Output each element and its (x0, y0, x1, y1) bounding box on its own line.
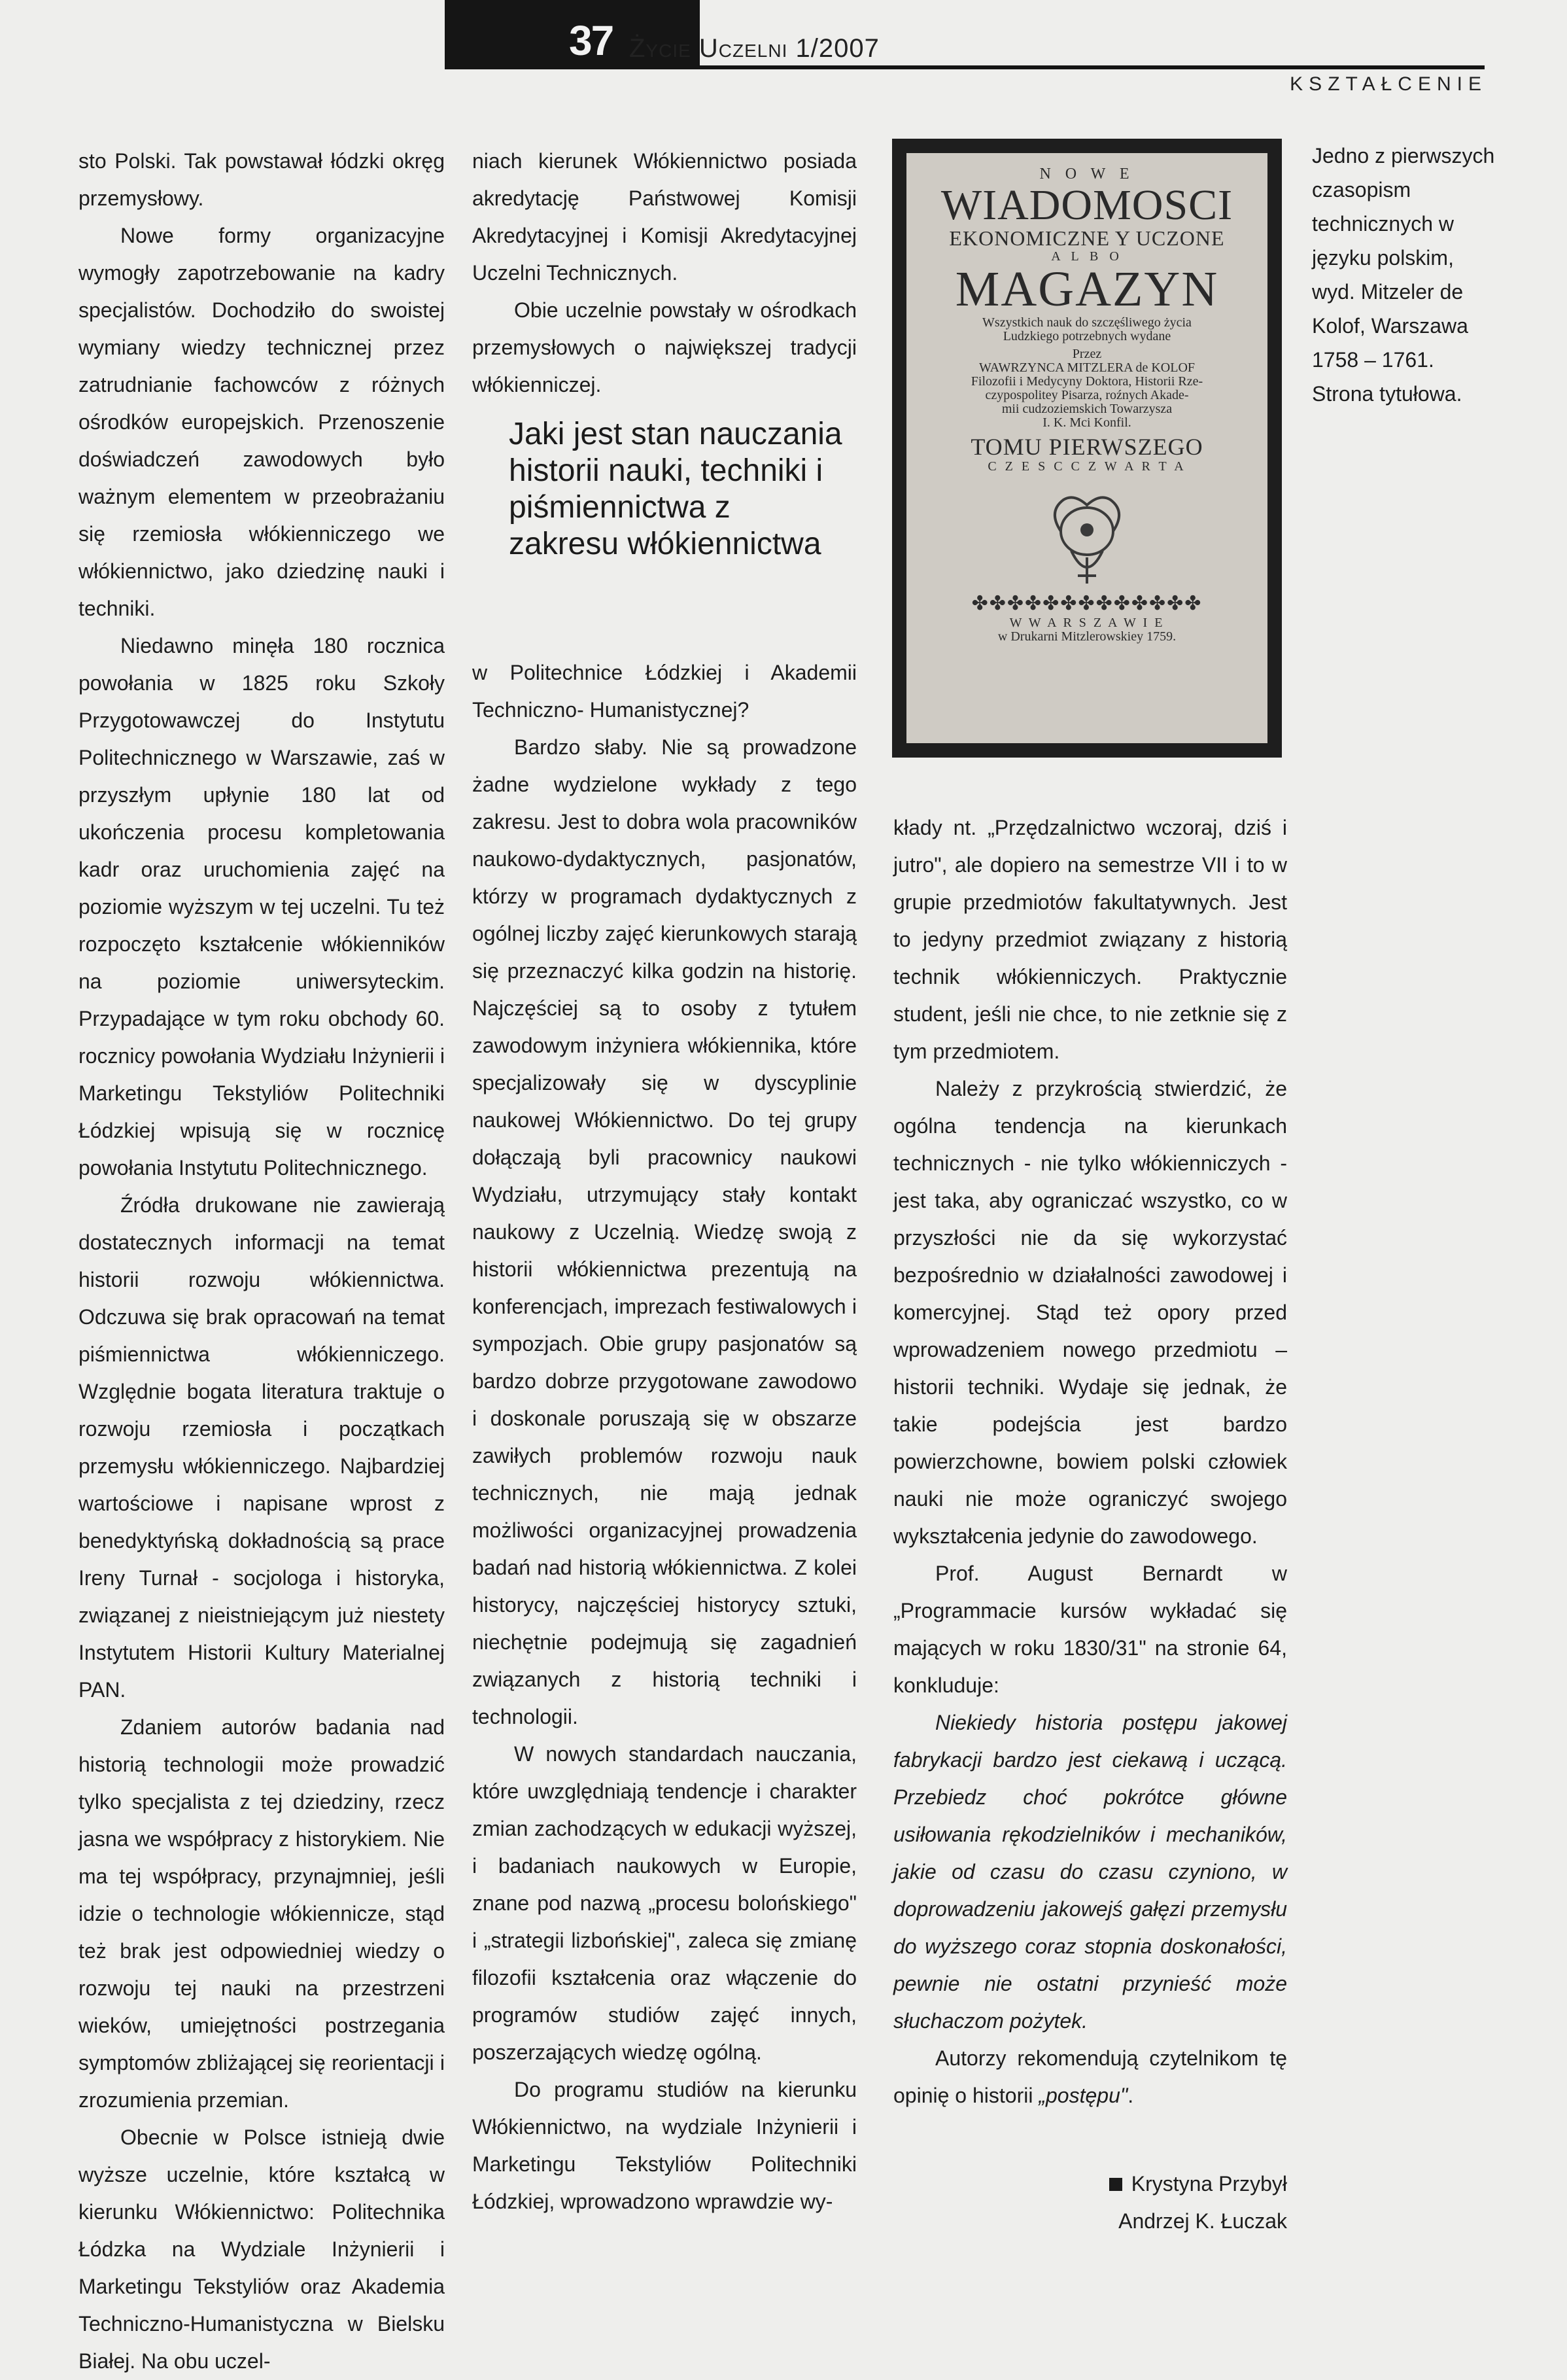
tp-line: mii cudzoziemskich Towarzysza (1001, 401, 1173, 416)
tp-line: N O W E (1039, 166, 1135, 183)
subheading: Jaki jest stan nauczania historii nauki, techniki i piśmiennictwa z zakresu włókiennictwa (509, 417, 842, 561)
column-2-top (472, 143, 857, 404)
tp-line: A L B O (1051, 249, 1123, 264)
tp-line: Filozofii i Medycyny Doktora, Historii Rze- (971, 374, 1203, 389)
paragraph: w Politechnice Łódzkiej i Akademii Techniczno- Humanistycznej? (472, 661, 857, 722)
paragraph: W nowych standardach nauczania, które uwzględniają tendencje i charakter zmian zachodzących w edukacji wyższej, i badaniach naukowych w Europie, znane pod nazwą „procesu bolońskiego" i „strategii lizbońskiej", zaleca się zmianę filozofii kształcenia oraz włączenie do programów studiów zajęć innych, poszerzających wiedzę ogólną. (472, 1742, 857, 2064)
paragraph: Źródła drukowane nie zawierają dostatecznych informacji na temat historii rozwoju włókiennictwa. Odczuwa się brak opracowań na temat piśmiennictwa włókienniczego. Względnie bogata literatura traktuje o rozwoju rzemiosła i początkach przemysłu włókienniczego. Najbardziej wartościowe i napisane wprost z benedyktyńską dokładnością są prace Ireny Turnał - socjologa i historyka, związanej z nieistniejącym już niestety Instytutem Historii Kultury Materialnej PAN. (78, 1193, 445, 1702)
square-bullet-icon (1109, 2178, 1122, 2191)
tp-line: Przez (1072, 346, 1102, 361)
paragraph: Nowe formy organizacyjne wymogły zapotrzebowanie na kadry specjalistów. Dochodziło do swoistej wymiany wiedzy technicznej przez zatrudnianie fachowców z różnych ośrodków europejskich. Przenoszenie doświadczeń zawodowych było ważnym elementem w przeobrażaniu się rzemiosła włókienniczego we włókiennictwo, jako dziedzinę nauki i techniki. (78, 224, 445, 620)
tp-line: I. K. Mci Konfil. (1042, 415, 1131, 430)
title-page-photo (892, 139, 1282, 758)
page-number: 37 (569, 17, 613, 64)
paragraph: Bardzo słaby. Nie są prowadzone żadne wydzielone wykłady z tego zakresu. Jest to dobra wola pracowników naukowo-dydaktycznych, pasjonatów, którzy w programach dydaktycznych z ogólnej liczby zajęć kierunkowych starają się przeznaczyć kilka godzin na historię. Najczęściej są to osoby z tytułem zawodowym inżyniera włókiennika, które specjalizowały się w dyscyplinie naukowej Włókiennictwo. Do tej grupy dołączają byli pracownicy naukowi Wydziału, utrzymujący stały kontakt naukowy z Uczelnią. Wiedzę swoją z historii włókiennictwa prezentują na konferencjach, imprezach festiwalowych i sympozjach. Obie grupy pasjonatów są bardzo dobrze przygotowane zawodowo i doskonale poruszają się w obszarze zawiłych problemów rozwoju nauk technicznych, nie mają jednak możliwości organizacyjnej prowadzenia badań nad historią włókiennictwa. Z kolei historycy, najczęściej historycy sztuki, niechętnie podejmują się zagadnień związanych z historią techniki i technologii. (472, 735, 857, 1728)
paragraph: Należy z przykrością stwierdzić, że ogólna tendencja na kierunkach technicznych - nie tylko włókienniczych - jest taka, aby ograniczać wszystko, co w przyszłości nie da się wykorzystać bezpośrednio w działalności zawodowej i komercyjnej. Stąd też opory przed wprowadzeniem nowego przedmiotu – historii techniki. Wydaje się jednak, że takie podejścia jest bardzo powierzchowne, bowiem polski człowiek nauki nie może ograniczyć swojego wykształcenia jedynie do zawodowego. (893, 1077, 1287, 1548)
paragraph: sto Polski. Tak powstawał łódzki okręg przemysłowy. (78, 149, 445, 210)
author-line (1059, 2165, 1287, 2203)
photo-caption: Jedno z pierwszych czasopism technicznych w języku polskim, wyd. Mitzeler de Kolof, Warszawa 1758 – 1761. Strona tytułowa. (1312, 144, 1495, 406)
paragraph (893, 2040, 1287, 2114)
section-label: KSZTAŁCENIE (1290, 73, 1487, 95)
title-page (906, 153, 1267, 743)
quote-text: Niekiedy historia postępu jakowej fabrykacji bardzo jest ciekawą i uczącą. Przebiedz choć pokrótce główne usiłowania rękodzielników i mechaników, jakie od czasu do czasu czyniono, w doprowadzeniu jakowejś gałęzi przemysłu do wyższego coraz stopnia doskonałości, pewnie nie ostatni przynieść może słuchaczom pożytek. (893, 1711, 1287, 2033)
paragraph: niach kierunek Włókiennictwo posiada akredytację Państwowej Komisji Akredytacyjnej i Komisji Akredytacyjnej Uczelni Technicznych. (472, 149, 857, 285)
author-name: Krystyna Przybył (1131, 2172, 1287, 2196)
paragraph: Niedawno minęła 180 rocznica powołania w 1825 roku Szkoły Przygotowawczej do Instytutu Politechnicznego w Warszawie, zaś w przyszłym upłynie 180 lat od ukończenia procesu kompletowania kadr oraz uruchomienia zajęć na poziomie wyższym w tej uczelni. Tu też rozpoczęto kształcenie włókienników na poziomie uniwersyteckim. Przypadające w tym roku obchody 60. rocznicy powołania Wydziału Inżynierii i Marketingu Tekstyliów Politechniki Łódzkiej wpisują się w rocznicę powołania Instytutu Politechnicznego. (78, 634, 445, 1180)
tp-line: MAGAZYN (955, 262, 1219, 317)
tp-line: C Z E S C C Z W A R T A (988, 459, 1186, 474)
paragraph: Obie uczelnie powstały w ośrodkach przemysłowych o największej tradycji włókienniczej. (472, 298, 857, 396)
paragraph: Obecnie w Polsce istnieją dwie wyższe uczelnie, które kształcą w kierunku Włókiennictwo: Politechnika Łódzka na Wydziale Inżynierii i Marketingu Tekstyliów oraz Akademia Techniczno-Humanistyczna w Bielsku Białej. Na obu uczel- (78, 2126, 445, 2373)
author-name: Andrzej K. Łuczak (1118, 2209, 1287, 2233)
tp-line: TOMU PIERWSZEGO (971, 433, 1203, 460)
tp-line: WAWRZYNCA MITZLERA de KOLOF (978, 360, 1196, 375)
text: Autorzy rekomendują czytelnikom tę opinię o historii (893, 2046, 1287, 2107)
emphasis: „postępu" (1039, 2084, 1128, 2107)
paragraph: Do programu studiów na kierunku Włókiennictwo, na wydziale Inżynierii i Marketingu Tekstyliów Politechniki Łódzkiej, wprowadzono wprawdzie wy- (472, 2078, 857, 2213)
header-bar (0, 0, 1567, 68)
tp-line: Wszystkich nauk do szczęśliwego życia (982, 315, 1192, 330)
tp-line: czypospolitey Pisarza, roźnych Akade- (985, 387, 1189, 402)
author-block (1059, 2165, 1287, 2240)
tp-line: Ludzkiego potrzebnych wydane (1003, 328, 1171, 343)
vignette-ornament (1041, 485, 1133, 590)
tp-line: WIADOMOSCI (940, 181, 1233, 230)
paragraph: Prof. August Bernardt w „Programmacie kursów wykładać się mających w roku 1830/31" na stronie 64, konkluduje: (893, 1562, 1287, 1697)
tp-line: w Drukarni Mitzlerowskiey 1759. (997, 629, 1177, 644)
paragraph: Zdaniem autorów badania nad historią technologii może prowadzić tylko specjalista z tej dziedziny, rzecz jasna we współpracy z historykiem. Nie ma tej współpracy, przynajmniej, jeśli idzie o technologie włókiennicze, stąd też brak jest odpowiedniej wiedzy o rozwoju tej nauki na przestrzeni wieków, umiejętności postrzegania symptomów zbliżającej się reorientacji i zrozumienia przemian. (78, 1715, 445, 2112)
column-2-bottom (472, 654, 857, 2220)
quote (893, 1704, 1287, 2040)
column-3 (893, 809, 1287, 2114)
text: . (1128, 2084, 1134, 2107)
journal-title: Życie Uczelni 1/2007 (629, 34, 880, 63)
ornament-row: ✤✤✤✤✤✤✤✤✤✤✤✤✤ (971, 592, 1203, 614)
paragraph: kłady nt. „Przędzalnictwo wczoraj, dziś i jutro", ale dopiero na semestrze VII i to w grupie przedmiotów fakultatywnych. Jest to jedyny przedmiot związany z historią technik włókienniczych. Praktycznie student, jeśli nie chce, to nie zetknie się z tym przedmiotem. (893, 816, 1287, 1063)
header-rule (445, 65, 1485, 69)
tp-line: W W A R S Z A W I E (1009, 616, 1165, 631)
tp-line: EKONOMICZNE Y UCZONE (949, 226, 1225, 251)
column-1 (78, 143, 445, 2380)
